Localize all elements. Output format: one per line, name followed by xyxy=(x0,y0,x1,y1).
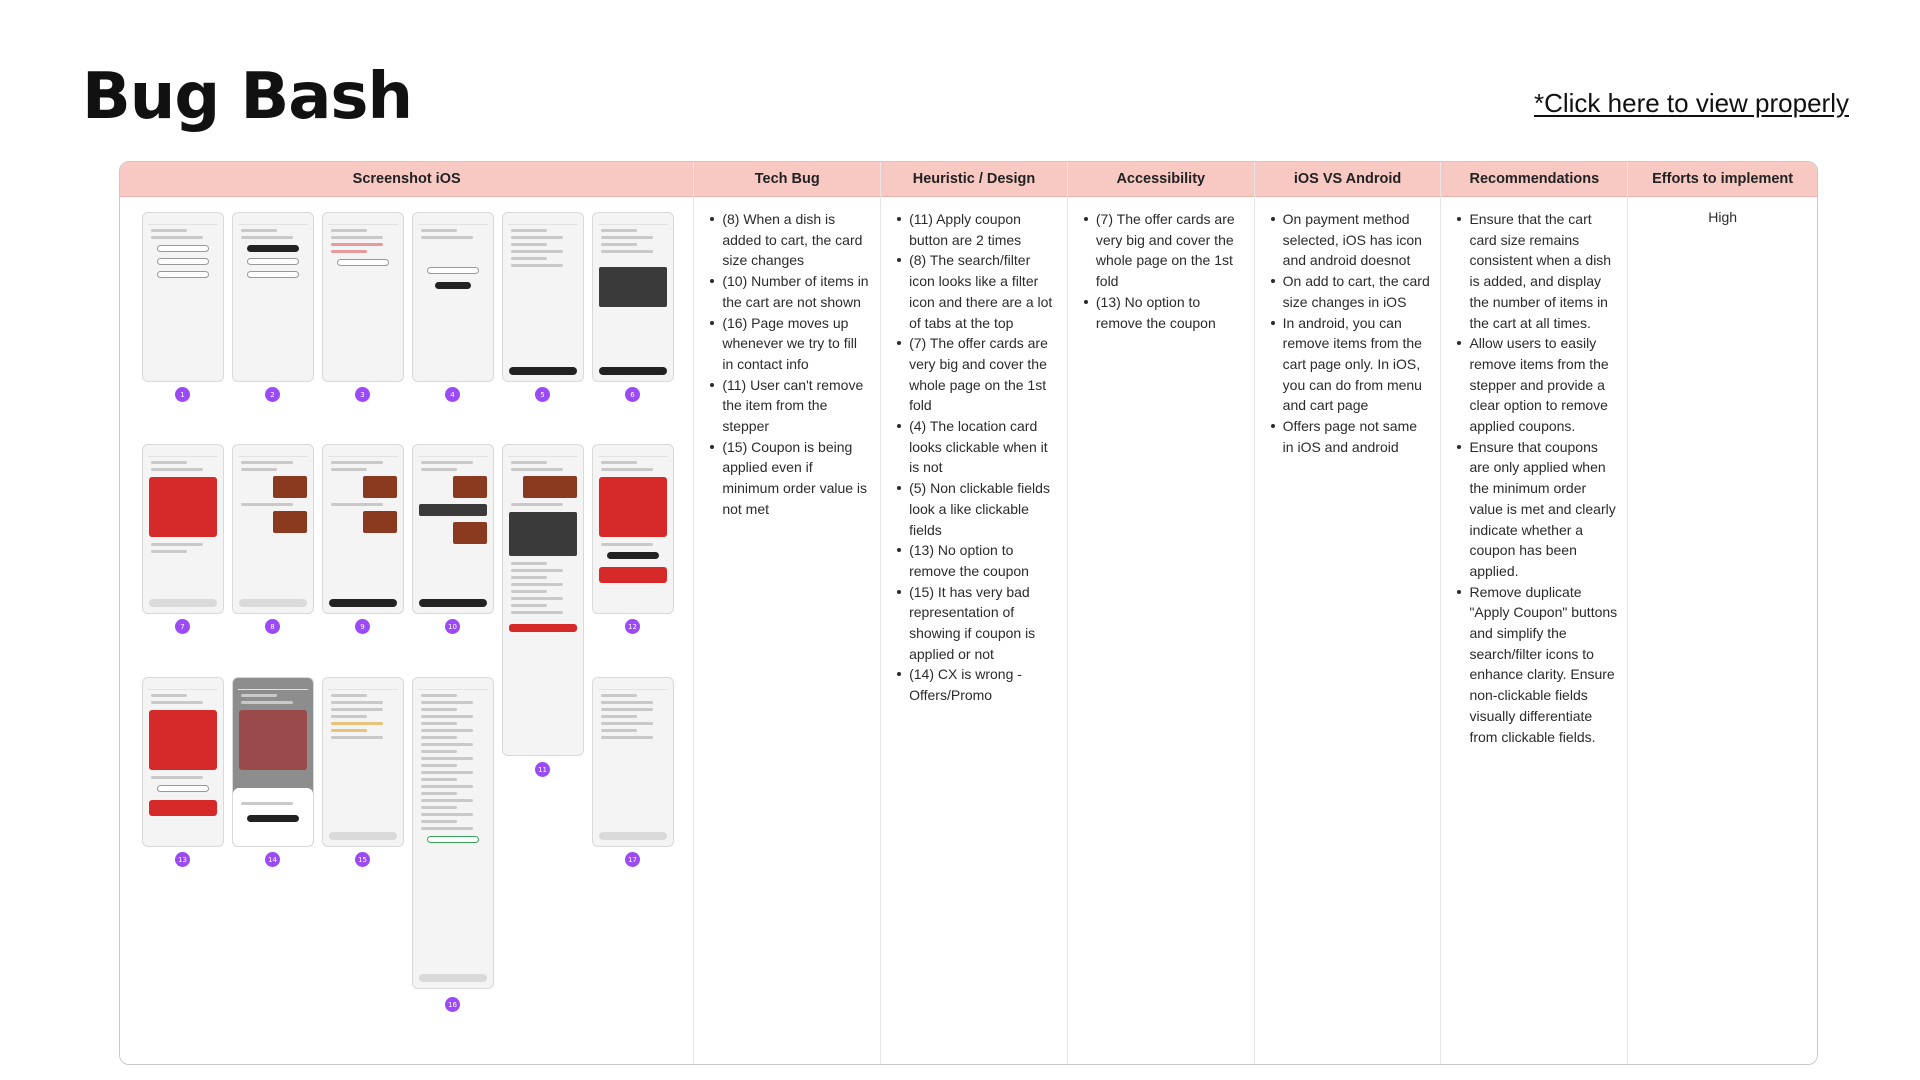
list-item: In android, you can remove items from the cart page only. In iOS, you can do from menu and cart page xyxy=(1269,313,1431,417)
screenshot-badge-1: 1 xyxy=(175,387,190,402)
screenshot-badge-17: 17 xyxy=(625,852,640,867)
screenshot-badge-5: 5 xyxy=(535,387,550,402)
bug-bash-board xyxy=(119,161,1818,1065)
column-header-screenshot-ios: Screenshot iOS xyxy=(120,162,693,197)
screenshot-badge-9: 9 xyxy=(355,619,370,634)
tech-bug-list xyxy=(694,197,880,520)
screenshot-14[interactable] xyxy=(232,677,314,847)
page-title: Bug Bash xyxy=(82,60,413,134)
column-header-tech-bug: Tech Bug xyxy=(694,162,880,197)
screenshot-badge-14: 14 xyxy=(265,852,280,867)
list-item: (5) Non clickable fields look a like clickable fields xyxy=(895,478,1057,540)
screenshot-grid xyxy=(120,197,695,1065)
list-item: (7) The offer cards are very big and cover the whole page on the 1st fold xyxy=(895,333,1057,416)
list-item: Allow users to easily remove items from the stepper and provide a clear option to remove applied coupons. xyxy=(1455,333,1617,437)
column-header-ios-vs-android: iOS VS Android xyxy=(1255,162,1441,197)
accessibility-column xyxy=(1068,162,1255,1064)
list-item: Remove duplicate "Apply Coupon" buttons and simplify the search/filter icons to enhance clarity. Ensure non-clickable fields visually differentiate from clickable fields. xyxy=(1455,582,1617,748)
screenshot-5[interactable] xyxy=(502,212,584,382)
list-item: On add to cart, the card size changes in iOS xyxy=(1269,271,1431,312)
ios-vs-android-column xyxy=(1255,162,1442,1064)
view-properly-link[interactable]: *Click here to view properly xyxy=(1533,88,1849,118)
list-item: (15) It has very bad representation of showing if coupon is applied or not xyxy=(895,582,1057,665)
screenshot-badge-4: 4 xyxy=(445,387,460,402)
screenshot-badge-16: 16 xyxy=(445,997,460,1012)
list-item: (15) Coupon is being applied even if minimum order value is not met xyxy=(708,437,870,520)
screenshot-15[interactable] xyxy=(322,677,404,847)
recommendations-column xyxy=(1441,162,1628,1064)
screenshot-ios-column xyxy=(120,162,694,1064)
list-item: (8) When a dish is added to cart, the card size changes xyxy=(708,209,870,271)
screenshot-badge-6: 6 xyxy=(625,387,640,402)
screenshot-1[interactable] xyxy=(142,212,224,382)
list-item: (14) CX is wrong - Offers/Promo xyxy=(895,664,1057,705)
screenshot-6[interactable] xyxy=(592,212,674,382)
screenshot-8[interactable] xyxy=(232,444,314,614)
list-item: On payment method selected, iOS has icon and android doesnot xyxy=(1269,209,1431,271)
screenshot-17[interactable] xyxy=(592,677,674,847)
effort-value: High xyxy=(1708,209,1738,225)
heuristic-list xyxy=(881,197,1067,706)
heuristic-design-column xyxy=(881,162,1068,1064)
column-header-accessibility: Accessibility xyxy=(1068,162,1254,197)
list-item: (7) The offer cards are very big and cover the whole page on the 1st fold xyxy=(1082,209,1244,292)
screenshot-badge-2: 2 xyxy=(265,387,280,402)
list-item: (11) Apply coupon button are 2 times xyxy=(895,209,1057,250)
screenshot-2[interactable] xyxy=(232,212,314,382)
ios-vs-android-list xyxy=(1255,197,1441,457)
list-item: Offers page not same in iOS and android xyxy=(1269,416,1431,457)
screenshot-9[interactable] xyxy=(322,444,404,614)
list-item: (4) The location card looks clickable when it is not xyxy=(895,416,1057,478)
list-item: (10) Number of items in the cart are not shown xyxy=(708,271,870,312)
screenshot-badge-11: 11 xyxy=(535,762,550,777)
column-header-heuristic-design: Heuristic / Design xyxy=(881,162,1067,197)
screenshot-12[interactable] xyxy=(592,444,674,614)
accessibility-list xyxy=(1068,197,1254,333)
column-header-efforts: Efforts to implement xyxy=(1628,162,1817,197)
screenshot-badge-7: 7 xyxy=(175,619,190,634)
screenshot-11[interactable] xyxy=(502,444,584,756)
list-item: (13) No option to remove the coupon xyxy=(895,540,1057,581)
screenshot-badge-10: 10 xyxy=(445,619,460,634)
screenshot-3[interactable] xyxy=(322,212,404,382)
screenshot-badge-8: 8 xyxy=(265,619,280,634)
list-item: (16) Page moves up whenever we try to fill in contact info xyxy=(708,313,870,375)
screenshot-10[interactable] xyxy=(412,444,494,614)
screenshot-badge-15: 15 xyxy=(355,852,370,867)
list-item: Ensure that coupons are only applied when the minimum order value is met and clearly indicate whether a coupon has been applied. xyxy=(1455,437,1617,582)
screenshot-badge-12: 12 xyxy=(625,619,640,634)
list-item: (11) User can't remove the item from the stepper xyxy=(708,375,870,437)
list-item: (8) The search/filter icon looks like a filter icon and there are a lot of tabs at the top xyxy=(895,250,1057,333)
column-header-recommendations: Recommendations xyxy=(1441,162,1627,197)
screenshot-7[interactable] xyxy=(142,444,224,614)
recommendations-list xyxy=(1441,197,1627,747)
screenshot-badge-3: 3 xyxy=(355,387,370,402)
efforts-column xyxy=(1628,162,1817,1064)
screenshot-4[interactable] xyxy=(412,212,494,382)
screenshot-13[interactable] xyxy=(142,677,224,847)
list-item: (13) No option to remove the coupon xyxy=(1082,292,1244,333)
tech-bug-column xyxy=(694,162,881,1064)
list-item: Ensure that the cart card size remains consistent when a dish is added, and display the number of items in the cart at all times. xyxy=(1455,209,1617,333)
screenshot-badge-13: 13 xyxy=(175,852,190,867)
screenshot-16[interactable] xyxy=(412,677,494,989)
